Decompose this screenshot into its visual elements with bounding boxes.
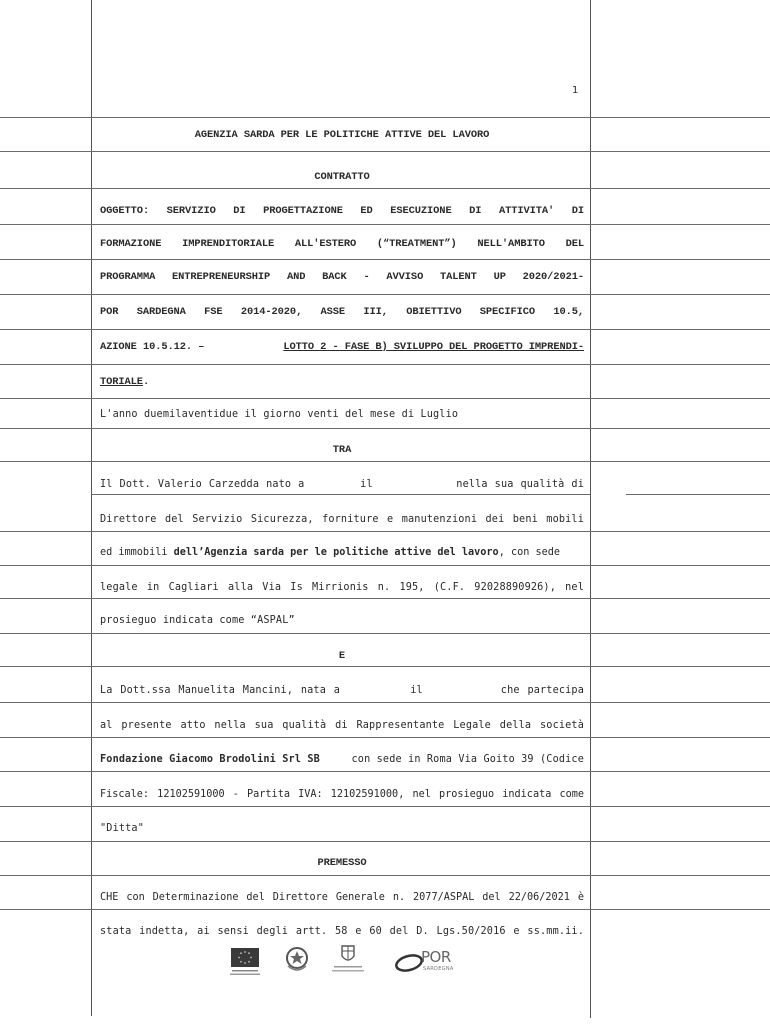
subject-line: PROGRAMMA ENTREPRENEURSHIP AND BACK - AVVISO TALENT UP 2020/2021- [100, 271, 584, 283]
rule [0, 633, 770, 634]
subject-line: OGGETTO: SERVIZIO DI PROGETTAZIONE ED ESECUZIONE DI ATTIVITA' DI [100, 205, 584, 217]
rule [0, 666, 770, 667]
italian-emblem-icon [284, 946, 310, 976]
subject-line [100, 340, 584, 354]
document-type: CONTRATTO [314, 171, 370, 183]
rule [0, 188, 770, 189]
party2-line: Fiscale: 12102591000 - Partita IVA: 12102591000, nel prosieguo indicata come [100, 789, 584, 800]
rule [0, 398, 770, 399]
por-label: POR [421, 948, 451, 966]
subject-period: . [142, 376, 150, 388]
party2-line: La Dott.ssa Manuelita Mancini, nata a il che partecipa [100, 685, 584, 696]
party1-suffix: , con sede [498, 547, 561, 558]
rule [0, 259, 770, 260]
rule [91, 494, 590, 495]
rule [0, 224, 770, 225]
por-sub-label: SARDEGNA [423, 966, 454, 972]
subject-line: FORMAZIONE IMPRENDITORIALE ALL'ESTERO (“TREATMENT”) NELL'AMBITO DEL [100, 238, 584, 250]
rule [0, 598, 770, 599]
sardegna-crest-icon [330, 944, 366, 978]
rule [0, 364, 770, 365]
premesso-line: stata indetta, ai sensi degli artt. 58 e 60 del D. Lgs.50/2016 e ss.mm.ii. [100, 926, 584, 937]
rule [626, 494, 770, 495]
rule [0, 737, 770, 738]
right-margin-rule [590, 0, 591, 1018]
rule [0, 428, 770, 429]
rule [0, 565, 770, 566]
footer-logos [228, 944, 468, 980]
subject-lot-end: TORIALE [100, 376, 143, 388]
party2-line: "Ditta" [100, 823, 144, 834]
rule [0, 841, 770, 842]
company-name: Fondazione Giacomo Brodolini Srl SB [100, 754, 320, 765]
page-number: 1 [572, 85, 579, 96]
rule [0, 875, 770, 876]
left-margin-rule [91, 0, 92, 1016]
party1-line: Direttore del Servizio Sicurezza, forniture e manutenzioni dei beni mobili [100, 514, 584, 525]
rule [0, 117, 91, 118]
party1-line: prosieguo indicata come “ASPAL” [100, 615, 295, 626]
section-premesso: PREMESSO [317, 857, 367, 869]
subject-lot: LOTTO 2 - FASE B) SVILUPPO DEL PROGETTO IMPRENDI- [283, 341, 584, 353]
rule [0, 461, 770, 462]
por-sardegna-logo [393, 948, 465, 976]
rule [0, 329, 770, 330]
party1-prefix: ed immobili [100, 547, 174, 558]
rule [0, 151, 770, 152]
rule [0, 806, 770, 807]
rule [0, 909, 770, 910]
eu-flag-icon [228, 948, 262, 978]
agency-heading: AGENZIA SARDA PER LE POLITICHE ATTIVE DEL LAVORO [194, 129, 490, 141]
rule [0, 771, 770, 772]
rule [0, 702, 770, 703]
party1-line [100, 546, 584, 560]
section-e: E [338, 650, 346, 662]
party2-line [100, 753, 584, 767]
subject-line: POR SARDEGNA FSE 2014-2020, ASSE III, OBIETTIVO SPECIFICO 10.5, [100, 306, 584, 318]
party2-line: al presente atto nella sua qualità di Rappresentante Legale della società [100, 720, 584, 731]
aspal-name: dell’Agenzia sarda per le politiche attive del lavoro [173, 547, 499, 558]
rule [91, 117, 770, 118]
party2-address: con sede in Roma Via Goito 39 (Codice [345, 754, 584, 765]
rule [0, 531, 770, 532]
date-line: L'anno duemilaventidue il giorno venti del mese di Luglio [100, 409, 459, 420]
party1-line: Il Dott. Valerio Carzedda nato a il nella sua qualità di [100, 479, 584, 490]
section-tra: TRA [332, 444, 352, 456]
subject-line [100, 375, 584, 389]
party1-line: legale in Cagliari alla Via Is Mirrionis n. 195, (C.F. 92028890926), nel [100, 582, 584, 593]
rule [0, 294, 770, 295]
premesso-line: CHE con Determinazione del Direttore Generale n. 2077/ASPAL del 22/06/2021 è [100, 892, 584, 903]
subject-action: AZIONE 10.5.12. – [100, 341, 211, 353]
